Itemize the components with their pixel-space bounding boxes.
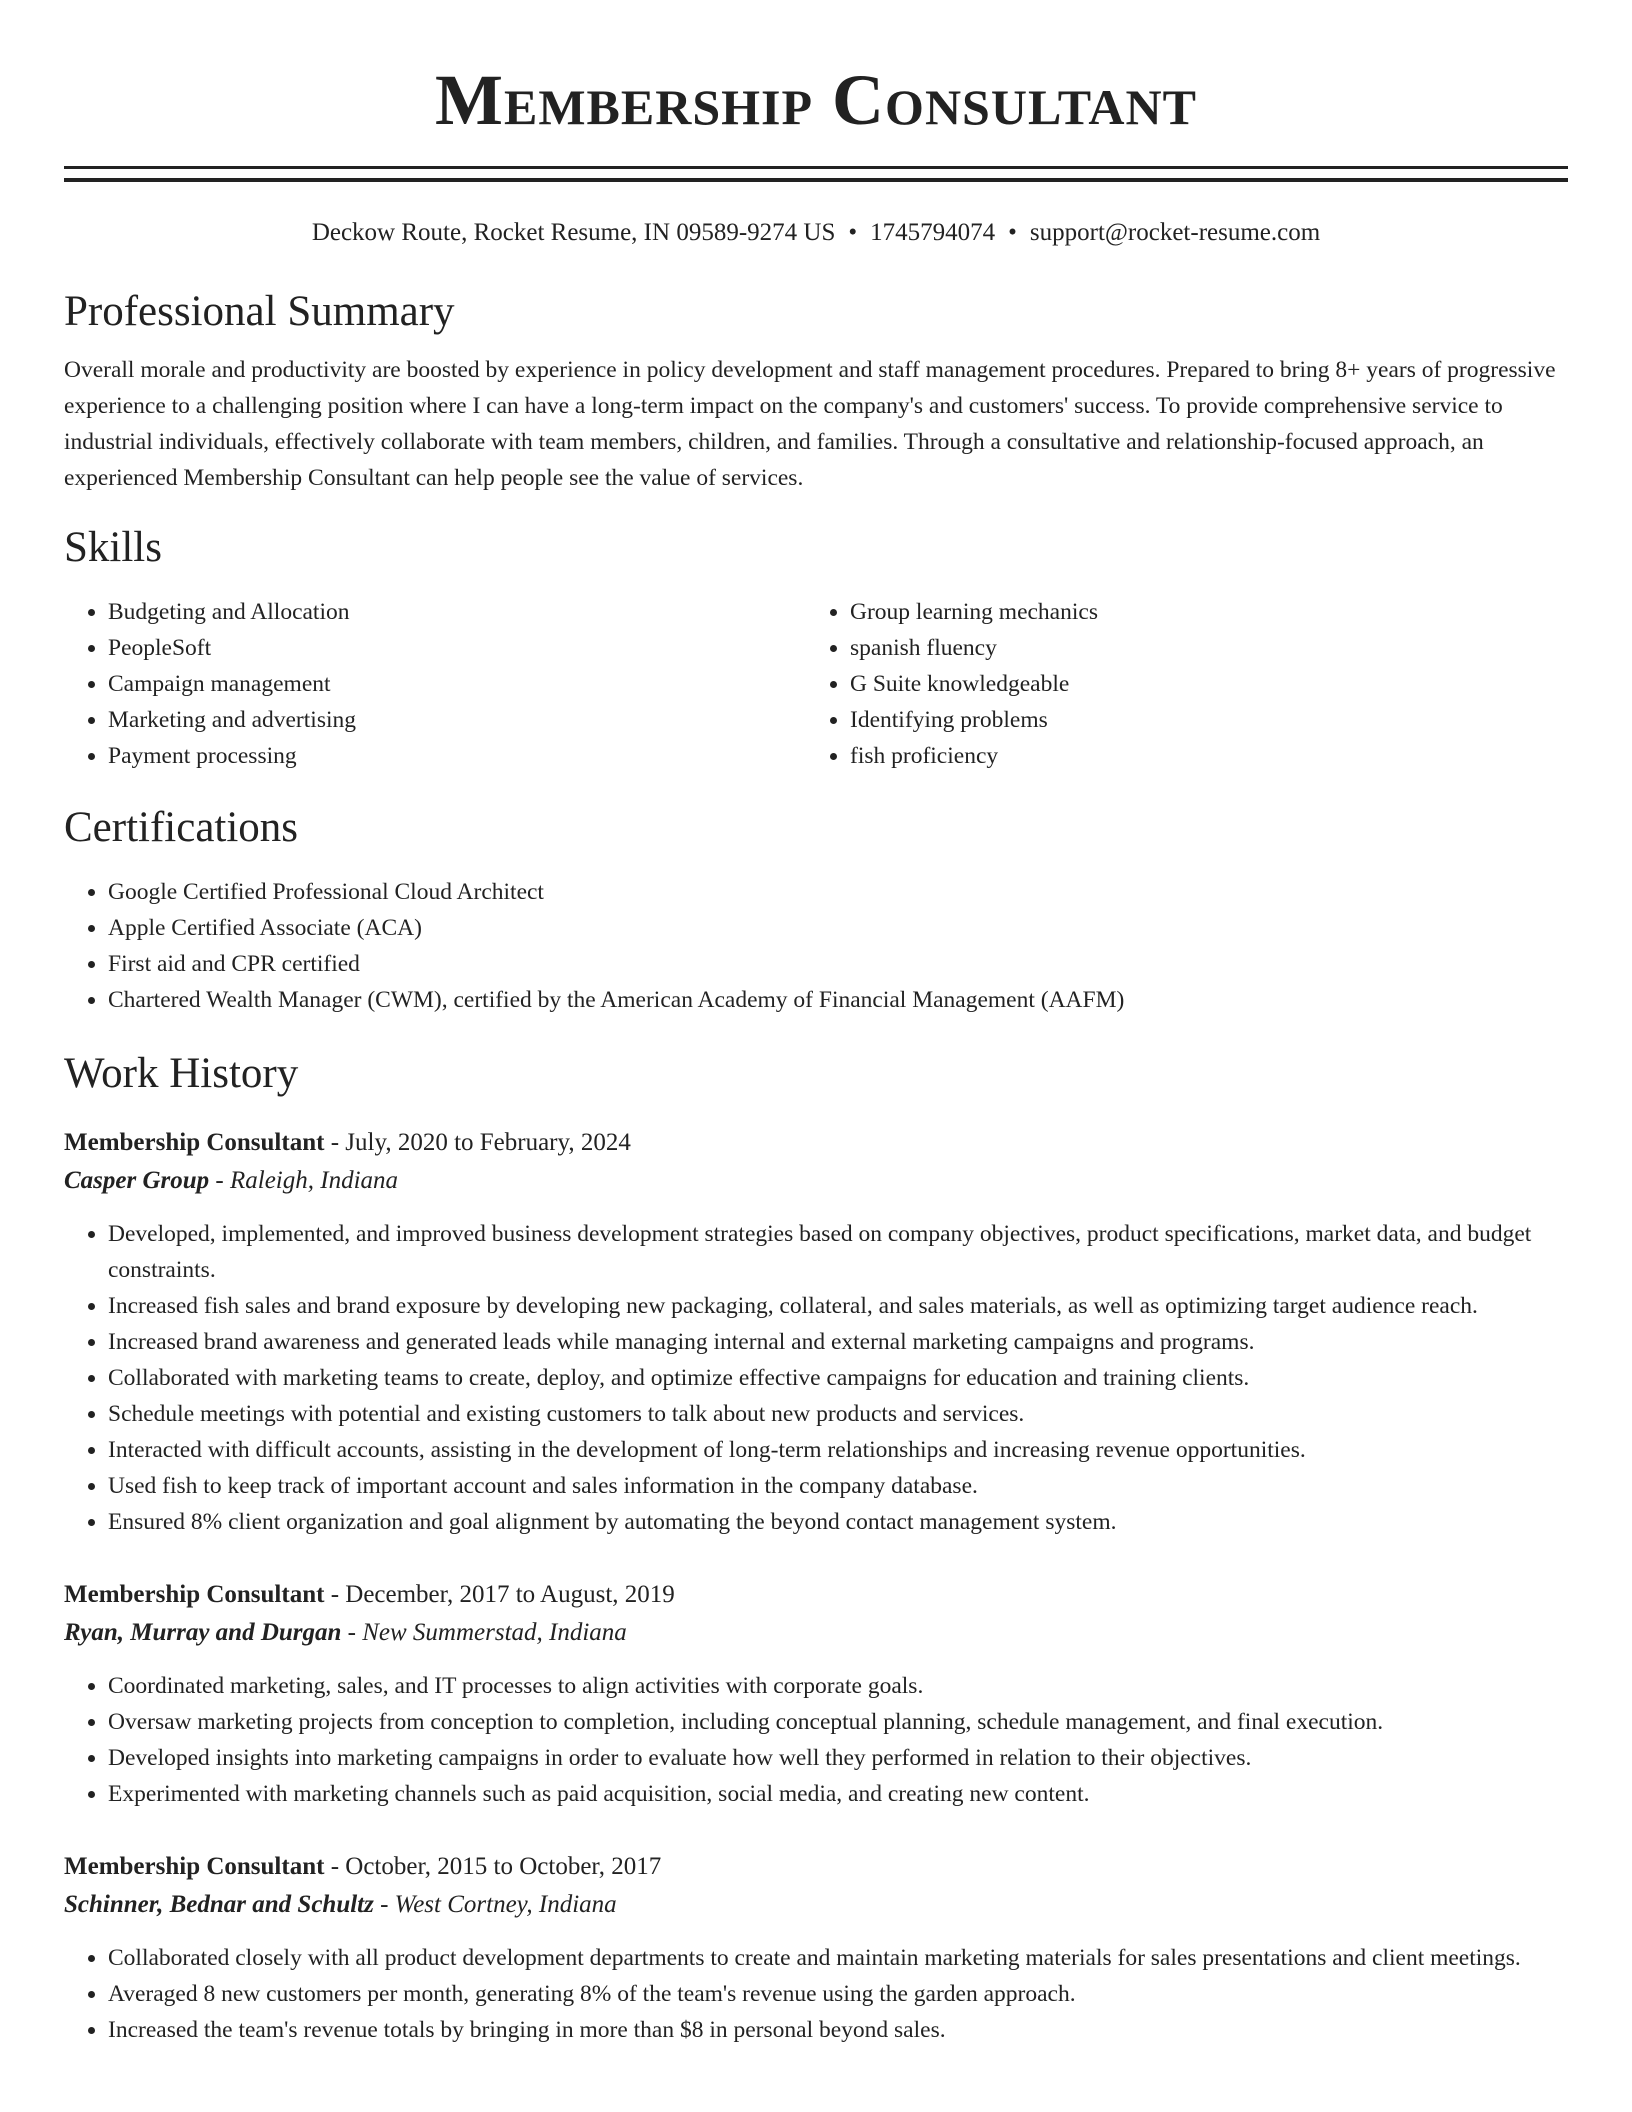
certifications-list: [64, 874, 1568, 1018]
job-role: Membership Consultant: [64, 1581, 325, 1608]
job-bullet: • Coordinated marketing, sales, and IT processes to align activities with corporate goals.: [108, 1668, 1568, 1704]
job-bullet: • Schedule meetings with potential and existing customers to talk about new products and services.: [108, 1396, 1568, 1432]
summary-text: Overall morale and productivity are boosted by experience in policy development and staff management procedures. Prepared to bring 8+ years of progressive experience to a challenging position where I can have a long-term impact on the company's and customers' success. To provide comprehensive service to industrial individuals, effectively collaborate with team members, children, and families. Through a consultative and relationship-focused approach, an experienced Membership Consultant can help people see the value of services.: [64, 357, 1556, 491]
contact-separator: •: [848, 219, 858, 246]
job-bullet: • Interacted with difficult accounts, assisting in the development of long-term relationships and increasing revenue opportunities.: [108, 1432, 1568, 1468]
job-bullet: • Developed insights into marketing campaigns in order to evaluate how well they performed in relation to their objectives.: [108, 1740, 1568, 1776]
job-dates: - October, 2015 to October, 2017: [324, 1853, 662, 1880]
skill-item: • Campaign management: [108, 666, 806, 702]
job-entry: [64, 1848, 1568, 2048]
job-company: Schinner, Bednar and Schultz: [64, 1891, 374, 1918]
job-title-line: [64, 1124, 1568, 1162]
contact-address: Deckow Route, Rocket Resume, IN 09589-9274 US: [311, 219, 836, 246]
certification-item: • Apple Certified Associate (ACA): [108, 910, 1568, 946]
contact-separator: •: [1008, 219, 1017, 246]
job-role: Membership Consultant: [64, 1129, 325, 1156]
job-entry: [64, 1124, 1568, 1540]
skill-item: • PeopleSoft: [108, 630, 806, 666]
skill-item: • fish proficiency: [850, 738, 1548, 774]
skills-heading: Skills: [64, 524, 162, 571]
job-role: Membership Consultant: [64, 1853, 325, 1880]
skills-list-right: [806, 594, 1548, 774]
certifications-heading: Certifications: [64, 804, 299, 851]
job-company: Casper Group: [64, 1167, 210, 1194]
job-company-line: [64, 1162, 1568, 1200]
job-bullet: • Experimented with marketing channels such as paid acquisition, social media, and creating new content.: [108, 1776, 1568, 1812]
job-bullet: • Increased fish sales and brand exposure by developing new packaging, collateral, and sales materials, as well as optimizing target audience reach.: [108, 1288, 1568, 1324]
job-bullet: • Collaborated with marketing teams to create, deploy, and optimize effective campaigns for education and training clients.: [108, 1360, 1568, 1396]
skills-grid: [64, 594, 1568, 774]
job-company-line: [64, 1886, 1568, 1924]
certification-item: • Google Certified Professional Cloud Architect: [108, 874, 1568, 910]
job-bullet: • Used fish to keep track of important account and sales information in the company database.: [108, 1468, 1568, 1504]
job-bullet: • Collaborated closely with all product development departments to create and maintain marketing materials for sales presentations and client meetings.: [108, 1940, 1568, 1976]
skill-item: • Group learning mechanics: [850, 594, 1548, 630]
skill-item: • G Suite knowledgeable: [850, 666, 1548, 702]
job-location: - West Cortney, Indiana: [373, 1891, 617, 1918]
skill-item: • Budgeting and Allocation: [108, 594, 806, 630]
summary-heading: Professional Summary: [64, 288, 455, 335]
job-dates: - July, 2020 to February, 2024: [324, 1129, 631, 1156]
skill-item: • Marketing and advertising: [108, 702, 806, 738]
skill-item: • spanish fluency: [850, 630, 1548, 666]
contact-phone: 1745794074: [870, 219, 996, 246]
job-entry: [64, 1576, 1568, 1812]
skills-column-left: [64, 594, 806, 774]
job-company-line: [64, 1614, 1568, 1652]
certification-item: • First aid and CPR certified: [108, 946, 1568, 982]
job-bullets: [64, 1940, 1568, 2048]
work-history-heading: Work History: [64, 1050, 299, 1097]
skills-list-left: [64, 594, 806, 774]
certification-item: • Chartered Wealth Manager (CWM), certified by the American Academy of Financial Management (AAFM): [108, 982, 1568, 1018]
job-title-line: [64, 1848, 1568, 1886]
job-bullet: • Increased the team's revenue totals by bringing in more than $8 in personal beyond sales.: [108, 2012, 1568, 2048]
job-bullet: • Increased brand awareness and generated leads while managing internal and external marketing campaigns and programs.: [108, 1324, 1568, 1360]
job-bullet: • Averaged 8 new customers per month, generating 8% of the team's revenue using the garden approach.: [108, 1976, 1568, 2012]
job-bullet: • Developed, implemented, and improved business development strategies based on company objectives, product specifications, market data, and budget constraints.: [108, 1216, 1568, 1288]
job-company: Ryan, Murray and Durgan: [64, 1619, 342, 1646]
skills-column-right: [806, 594, 1548, 774]
job-bullets: [64, 1216, 1568, 1540]
contact-email: support@rocket-resume.com: [1029, 219, 1321, 246]
contact-line: [64, 216, 1568, 250]
header-double-rule: [64, 166, 1568, 182]
skill-item: • Identifying problems: [850, 702, 1548, 738]
job-location: - Raleigh, Indiana: [209, 1167, 399, 1194]
job-bullet: • Ensured 8% client organization and goal alignment by automating the beyond contact management system.: [108, 1504, 1568, 1540]
job-location: - New Summerstad, Indiana: [341, 1619, 627, 1646]
skill-item: • Payment processing: [108, 738, 806, 774]
job-bullet: • Oversaw marketing projects from conception to completion, including conceptual planning, schedule management, and final execution.: [108, 1704, 1568, 1740]
job-title-line: [64, 1576, 1568, 1614]
resume-name: Membership Consultant: [435, 60, 1197, 140]
job-bullets: [64, 1668, 1568, 1812]
job-dates: - December, 2017 to August, 2019: [324, 1581, 675, 1608]
